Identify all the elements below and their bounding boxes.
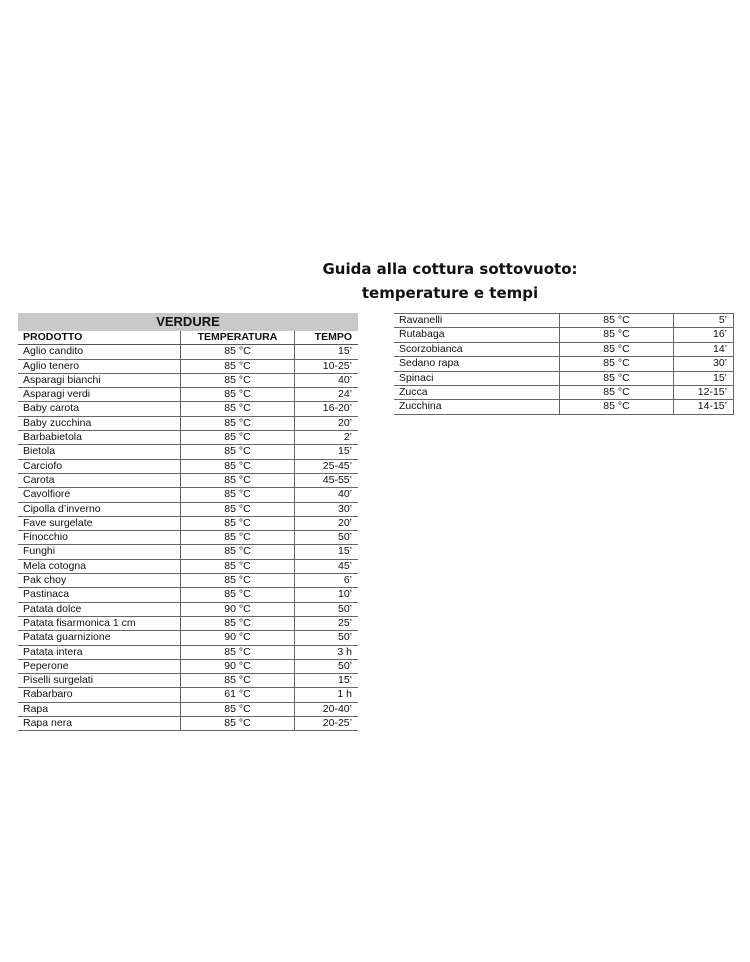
time-cell: 15’ bbox=[674, 371, 734, 385]
time-cell: 1 h bbox=[295, 688, 359, 702]
time-cell: 10-25’ bbox=[295, 359, 359, 373]
time-cell: 25-45’ bbox=[295, 459, 359, 473]
temperature-cell: 85 °C bbox=[560, 342, 674, 356]
table-row bbox=[18, 359, 358, 373]
temperature-cell: 85 °C bbox=[181, 645, 295, 659]
time-cell: 5’ bbox=[674, 314, 734, 328]
table-row bbox=[18, 645, 358, 659]
table-row bbox=[18, 531, 358, 545]
time-cell: 16-20’ bbox=[295, 402, 359, 416]
product-cell: Pak choy bbox=[18, 574, 181, 588]
product-cell: Funghi bbox=[18, 545, 181, 559]
table-row bbox=[18, 602, 358, 616]
product-cell: Asparagi verdi bbox=[18, 388, 181, 402]
temperature-cell: 85 °C bbox=[181, 416, 295, 430]
table-row bbox=[18, 702, 358, 716]
product-cell: Patata guarnizione bbox=[18, 631, 181, 645]
table-row bbox=[394, 342, 734, 356]
product-cell: Baby carota bbox=[18, 402, 181, 416]
section-header-verdure: VERDURE bbox=[18, 313, 358, 331]
product-cell: Pastinaca bbox=[18, 588, 181, 602]
table-row bbox=[394, 357, 734, 371]
temperature-cell: 85 °C bbox=[181, 473, 295, 487]
temperature-cell: 85 °C bbox=[181, 431, 295, 445]
table-row bbox=[394, 314, 734, 328]
time-cell: 6’ bbox=[295, 574, 359, 588]
temperature-cell: 85 °C bbox=[181, 717, 295, 731]
time-cell: 3 h bbox=[295, 645, 359, 659]
table-row bbox=[18, 445, 358, 459]
product-cell: Zucca bbox=[394, 386, 560, 400]
product-cell: Patata dolce bbox=[18, 602, 181, 616]
table-row bbox=[18, 459, 358, 473]
time-cell: 40’ bbox=[295, 488, 359, 502]
vegetables-table bbox=[18, 313, 358, 731]
product-cell: Patata intera bbox=[18, 645, 181, 659]
temperature-cell: 85 °C bbox=[181, 345, 295, 359]
product-cell: Barbabietola bbox=[18, 431, 181, 445]
table-row bbox=[18, 373, 358, 387]
time-cell: 15’ bbox=[295, 345, 359, 359]
product-cell: Rapa bbox=[18, 702, 181, 716]
temperature-cell: 61 °C bbox=[181, 688, 295, 702]
time-cell: 50’ bbox=[295, 659, 359, 673]
temperature-cell: 85 °C bbox=[181, 388, 295, 402]
temperature-cell: 85 °C bbox=[560, 400, 674, 414]
temperature-cell: 85 °C bbox=[181, 674, 295, 688]
temperature-cell: 85 °C bbox=[560, 371, 674, 385]
product-cell: Scorzobianca bbox=[394, 342, 560, 356]
temperature-cell: 85 °C bbox=[181, 459, 295, 473]
time-cell: 40’ bbox=[295, 373, 359, 387]
time-cell: 2’ bbox=[295, 431, 359, 445]
table-row bbox=[18, 402, 358, 416]
time-cell: 14’ bbox=[674, 342, 734, 356]
temperature-cell: 85 °C bbox=[181, 402, 295, 416]
time-cell: 45’ bbox=[295, 559, 359, 573]
product-cell: Aglio candito bbox=[18, 345, 181, 359]
vegetables-table-continued bbox=[394, 313, 734, 415]
table-row bbox=[18, 473, 358, 487]
page-subtitle: temperature e tempi bbox=[361, 284, 539, 302]
temperature-cell: 85 °C bbox=[181, 616, 295, 630]
product-cell: Carota bbox=[18, 473, 181, 487]
table-row bbox=[18, 502, 358, 516]
temperature-cell: 85 °C bbox=[560, 386, 674, 400]
temperature-cell: 85 °C bbox=[181, 559, 295, 573]
product-cell: Fave surgelate bbox=[18, 516, 181, 530]
table-row bbox=[394, 328, 734, 342]
time-cell: 50’ bbox=[295, 602, 359, 616]
product-cell: Ravanelli bbox=[394, 314, 560, 328]
table-row bbox=[394, 400, 734, 414]
time-cell: 24’ bbox=[295, 388, 359, 402]
table-row bbox=[394, 371, 734, 385]
temperature-cell: 85 °C bbox=[181, 574, 295, 588]
table-row bbox=[18, 488, 358, 502]
time-cell: 15’ bbox=[295, 545, 359, 559]
table-row bbox=[18, 388, 358, 402]
product-cell: Cipolla d’inverno bbox=[18, 502, 181, 516]
product-cell: Baby zucchina bbox=[18, 416, 181, 430]
time-cell: 20-40’ bbox=[295, 702, 359, 716]
product-cell: Rutabaga bbox=[394, 328, 560, 342]
product-cell: Bietola bbox=[18, 445, 181, 459]
temperature-cell: 85 °C bbox=[560, 357, 674, 371]
time-cell: 12-15’ bbox=[674, 386, 734, 400]
time-cell: 25’ bbox=[295, 616, 359, 630]
table-row bbox=[18, 688, 358, 702]
product-cell: Peperone bbox=[18, 659, 181, 673]
temperature-cell: 85 °C bbox=[181, 545, 295, 559]
time-cell: 20-25’ bbox=[295, 717, 359, 731]
temperature-cell: 85 °C bbox=[181, 445, 295, 459]
product-cell: Cavolfiore bbox=[18, 488, 181, 502]
time-cell: 14-15’ bbox=[674, 400, 734, 414]
time-cell: 20’ bbox=[295, 516, 359, 530]
product-cell: Carciofo bbox=[18, 459, 181, 473]
table-row bbox=[18, 588, 358, 602]
product-cell: Patata fisarmonica 1 cm bbox=[18, 616, 181, 630]
time-cell: 45-55’ bbox=[295, 473, 359, 487]
table-row bbox=[18, 416, 358, 430]
temperature-cell: 85 °C bbox=[181, 516, 295, 530]
temperature-cell: 85 °C bbox=[181, 588, 295, 602]
table-row bbox=[18, 545, 358, 559]
time-cell: 10’ bbox=[295, 588, 359, 602]
product-cell: Zucchina bbox=[394, 400, 560, 414]
time-cell: 30’ bbox=[295, 502, 359, 516]
product-cell: Mela cotogna bbox=[18, 559, 181, 573]
product-cell: Piselli surgelati bbox=[18, 674, 181, 688]
temperature-cell: 85 °C bbox=[181, 531, 295, 545]
table-row bbox=[18, 659, 358, 673]
temperature-cell: 85 °C bbox=[181, 359, 295, 373]
product-cell: Spinaci bbox=[394, 371, 560, 385]
table-row bbox=[18, 674, 358, 688]
table-row bbox=[18, 559, 358, 573]
temperature-cell: 90 °C bbox=[181, 631, 295, 645]
table-row bbox=[394, 386, 734, 400]
product-cell: Aglio tenero bbox=[18, 359, 181, 373]
table-row bbox=[18, 345, 358, 359]
temperature-cell: 90 °C bbox=[181, 602, 295, 616]
product-cell: Rapa nera bbox=[18, 717, 181, 731]
table-row bbox=[18, 616, 358, 630]
page-title: Guida alla cottura sottovuoto: bbox=[322, 260, 578, 278]
table-row bbox=[18, 717, 358, 731]
time-cell: 16’ bbox=[674, 328, 734, 342]
time-cell: 15’ bbox=[295, 674, 359, 688]
temperature-cell: 85 °C bbox=[181, 373, 295, 387]
product-cell: Sedano rapa bbox=[394, 357, 560, 371]
table-row bbox=[18, 431, 358, 445]
time-cell: 30’ bbox=[674, 357, 734, 371]
time-cell: 20’ bbox=[295, 416, 359, 430]
time-cell: 50’ bbox=[295, 531, 359, 545]
temperature-cell: 85 °C bbox=[560, 328, 674, 342]
product-cell: Asparagi bianchi bbox=[18, 373, 181, 387]
time-cell: 15’ bbox=[295, 445, 359, 459]
column-header-product: PRODOTTO bbox=[18, 331, 181, 345]
temperature-cell: 85 °C bbox=[560, 314, 674, 328]
table-row bbox=[18, 574, 358, 588]
column-header-time: TEMPO bbox=[295, 331, 359, 345]
table-row bbox=[18, 516, 358, 530]
product-cell: Finocchio bbox=[18, 531, 181, 545]
time-cell: 50’ bbox=[295, 631, 359, 645]
temperature-cell: 85 °C bbox=[181, 488, 295, 502]
product-cell: Rabarbaro bbox=[18, 688, 181, 702]
column-header-temperature: TEMPERATURA bbox=[181, 331, 295, 345]
temperature-cell: 90 °C bbox=[181, 659, 295, 673]
table-row bbox=[18, 631, 358, 645]
temperature-cell: 85 °C bbox=[181, 502, 295, 516]
temperature-cell: 85 °C bbox=[181, 702, 295, 716]
